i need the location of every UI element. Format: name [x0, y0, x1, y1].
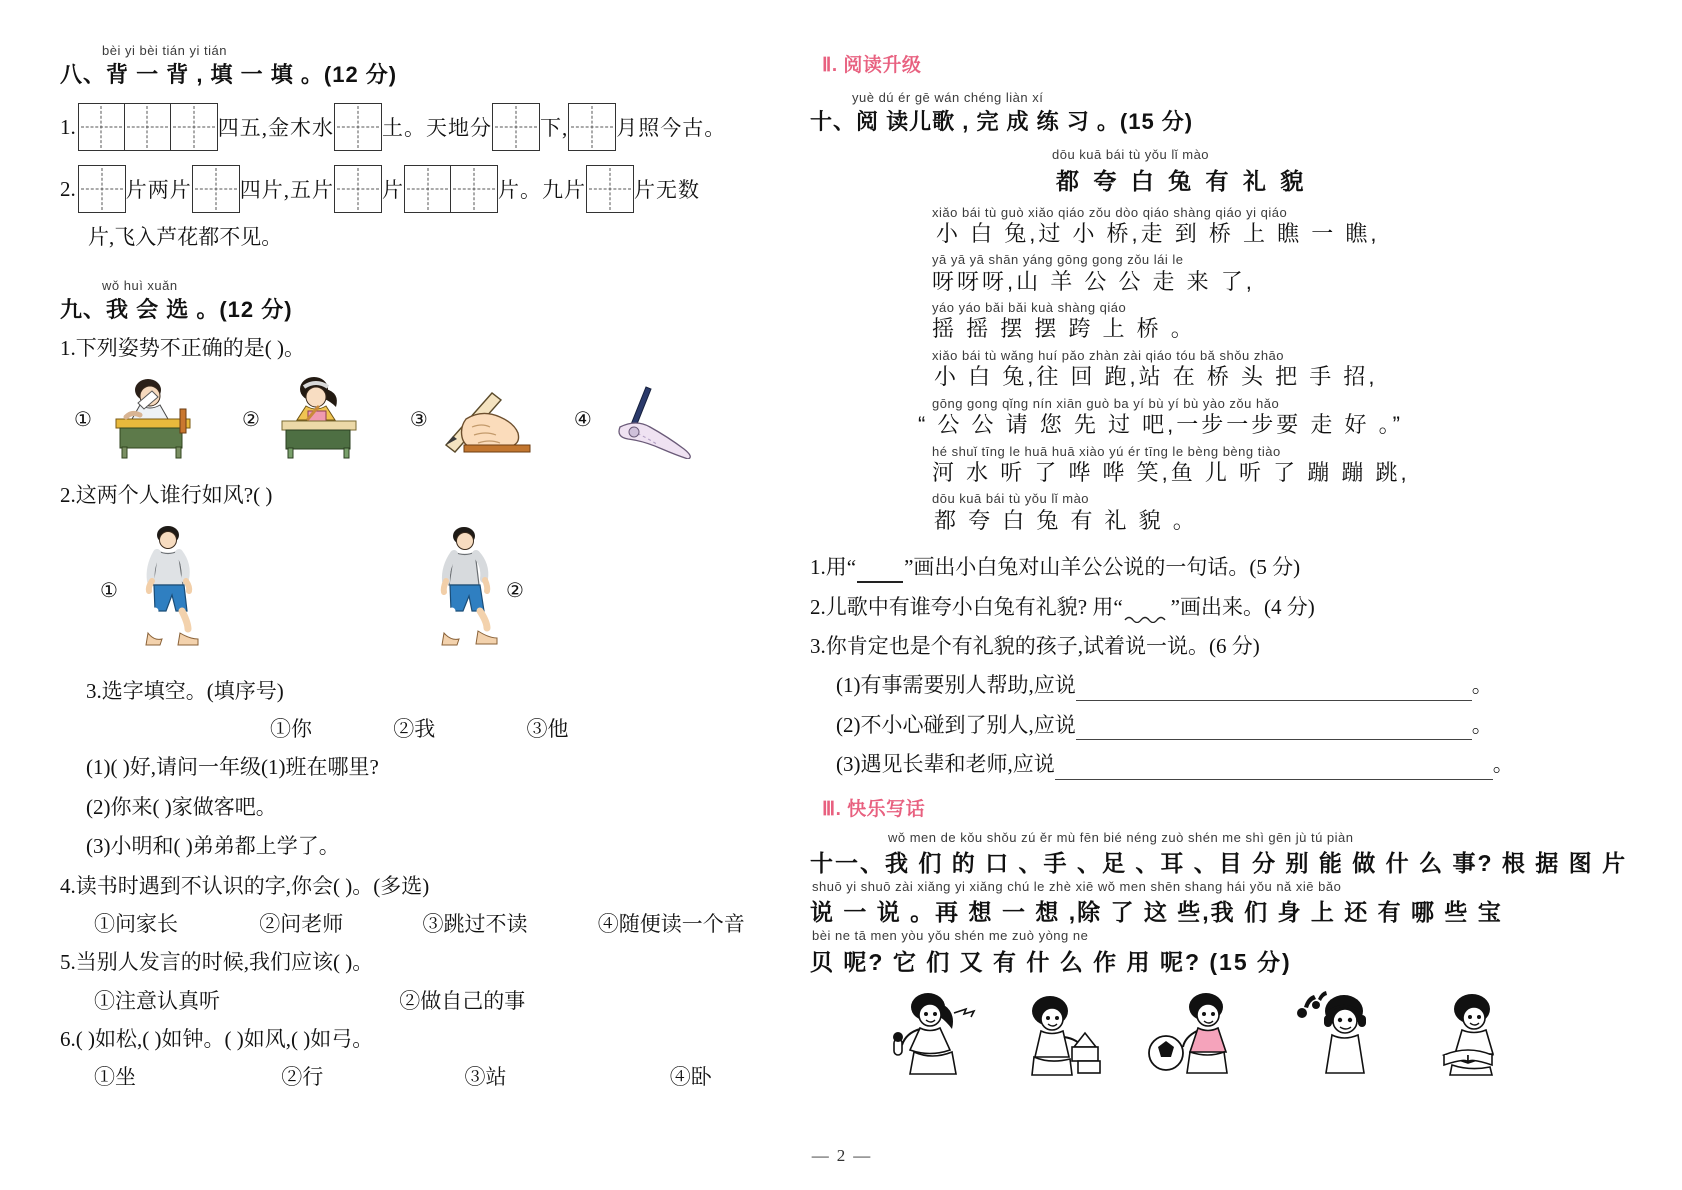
choice-9-6-1[interactable]: ①坐 [94, 1064, 136, 1089]
tianzige-1a[interactable] [334, 103, 382, 151]
section-eight [60, 44, 780, 253]
question-9-5: 5.当别人发言的时候,我们应该( )。 [60, 950, 374, 975]
boy-reading-at-desk-icon [96, 375, 208, 464]
person-walking-upright-icon [130, 523, 208, 658]
page-number: 2 [836, 1146, 846, 1165]
fill-row-2-text-a: 片两片 [125, 178, 192, 203]
left-column [60, 0, 780, 1091]
tianzige-2c[interactable] [334, 165, 382, 213]
section-eight-tail: 片,飞入芦花都不见。 [88, 225, 283, 250]
tianzige-2d[interactable] [404, 165, 498, 213]
tianzige-3[interactable] [78, 103, 218, 151]
poem-line-1-pinyin: xiǎo bái tù guò xiǎo qiáo zǒu dòo qiáo shàng qiáo yi qiáo [932, 204, 1288, 220]
fill-row-1 [60, 103, 780, 151]
question-9-5-choices [94, 985, 780, 1015]
hand-holding-pen-wrong-icon [596, 375, 708, 464]
choice-9-3-3[interactable]: ③他 [526, 717, 569, 742]
poem-title-block [1050, 148, 1620, 195]
fill-row-2-text-e: 片无数 [634, 178, 700, 203]
fill-row-1-text-c: 下, [540, 116, 569, 141]
section-eight-heading: 八、背 一 背 , 填 一 填 。(12 分) [60, 62, 398, 88]
section-eleven-line-2 [810, 880, 1620, 927]
fill-row-2 [60, 165, 780, 213]
reading-question-2-suffix: ”画出来。(4 分) [1170, 594, 1315, 619]
poem-line-4-pinyin: xiǎo bái tù wǎng huí pǎo zhàn zài qiáo tóu bǎ shǒu zhāo [932, 347, 1285, 363]
section-eight-pinyin: bèi yi bèi tián yi tián [102, 43, 227, 58]
sub-2-period: 。 [1471, 712, 1493, 737]
choice-9-6-4[interactable]: ④卧 [669, 1064, 712, 1089]
straight-underline-mark [857, 567, 903, 583]
fill-row-2-text-b: 四片,五片 [239, 178, 334, 203]
question-9-3-sub-1: (1)( )好,请问一年级(1)班在哪里? [86, 755, 379, 780]
reading-question-3-sub-1 [836, 670, 1620, 700]
boy-building-blocks-icon [1012, 991, 1116, 1082]
figure-walk-1 [100, 523, 208, 658]
figure-option-2 [242, 375, 376, 464]
section-eleven-line-3-text: 贝 呢? 它 们 又 有 什 么 作 用 呢? (15 分) [810, 948, 1292, 975]
question-9-1-figures [74, 375, 780, 464]
question-9-2-figures [100, 523, 780, 658]
reading-question-1-suffix: ”画出小白兔对山羊公公说的一句话。(5 分) [904, 555, 1301, 580]
choice-9-3-2[interactable]: ②我 [393, 717, 436, 742]
reading-question-3-sub-2 [836, 710, 1620, 740]
fill-row-1-text-a: 四五,金木水 [217, 116, 334, 141]
tianzige-2a[interactable] [78, 165, 126, 213]
choice-9-5-1[interactable]: ①注意认真听 [94, 988, 220, 1013]
choice-9-5-2[interactable]: ②做自己的事 [399, 988, 526, 1013]
poem-line-2-text: 呀呀呀,山 羊 公 公 走 来 了, [932, 268, 1255, 294]
question-9-3-sub-3: (3)小明和( )弟弟都上学了。 [86, 834, 340, 859]
question-9-3: 3.选字填空。(填序号) [86, 678, 284, 703]
poem-line-7-text: 都 夸 白 兔 有 礼 貌 。 [934, 507, 1198, 533]
reading-question-2 [810, 592, 1620, 622]
choice-9-4-3[interactable]: ③跳过不读 [422, 912, 528, 937]
walk-marker-2: ② [505, 579, 524, 602]
part-two-label: Ⅱ. 阅读升级 [822, 55, 922, 76]
poem-line-4-text: 小 白 兔,往 回 跑,站 在 桥 头 把 手 招, [934, 364, 1378, 390]
option-marker-2: ② [241, 409, 260, 432]
poem-line-5-text: “ 公 公 请 您 先 过 吧,一步一步要 走 好 。” [918, 412, 1403, 438]
section-eleven-line-3-pinyin: bèi ne tā men yòu yǒu shén me zuò yòng ne [812, 928, 1089, 944]
answer-line-2[interactable] [1076, 723, 1472, 740]
choice-9-6-2[interactable]: ②行 [281, 1064, 324, 1089]
girl-listening-to-music-icon [1282, 991, 1388, 1082]
sub-2-label: (2)不小心碰到了别人,应说 [836, 712, 1076, 737]
poem-line-5-pinyin: gōng gong qǐng nín xiān guò ba yí bù yí bù yào zǒu hǎo [932, 395, 1280, 411]
section-eleven-line-3 [810, 929, 1620, 976]
poem-line-6-text: 河 水 听 了 哗 哗 笑,鱼 儿 听 了 蹦 蹦 跳, [932, 459, 1410, 485]
fill-row-2-number: 2. [60, 176, 76, 201]
section-eleven-line-2-pinyin: shuō yi shuō zài xiǎng yi xiǎng chú le zhè xiē wǒ men shēn shang hái yǒu nǎ xiē bǎo [812, 879, 1342, 895]
boy-reading-book-icon [1416, 991, 1520, 1082]
sub-3-label: (3)遇见长辈和老师,应说 [836, 752, 1055, 777]
person-walking-slouched-icon [428, 523, 506, 658]
poem-line-6-pinyin: hé shuǐ tīng le huā huā xiào yú ér tīng le bèng bèng tiào [932, 443, 1281, 459]
answer-line-3[interactable] [1055, 763, 1493, 780]
question-9-2: 2.这两个人谁行如风?( ) [60, 483, 273, 508]
section-ten [810, 91, 1620, 780]
answer-line-1[interactable] [1076, 684, 1472, 701]
poem-line-4 [930, 349, 1620, 391]
reading-question-3-sub-3 [836, 749, 1620, 779]
section-eleven-line-2-text: 说 一 说 。再 想 一 想 ,除 了 这 些,我 们 身 上 还 有 哪 些 宝 [810, 899, 1503, 926]
poem-line-1 [930, 206, 1620, 248]
section-nine-pinyin: wǒ huì xuǎn [102, 277, 178, 293]
part-three-label: Ⅲ. 快乐写话 [822, 798, 926, 820]
fill-row-2-text-c: 片 [382, 178, 404, 203]
poem-line-1-text: 小 白 兔,过 小 桥,走 到 桥 上 瞧 一 瞧, [936, 220, 1380, 246]
section-eleven-line-1-pinyin: wǒ men de kǒu shǒu zú ěr mù fēn bié néng zuò shén me shì gēn jù tú piàn [888, 829, 1354, 845]
poem [810, 148, 1620, 534]
sub-1-period: 。 [1471, 673, 1493, 698]
fill-row-1-text-b: 土。天地分 [382, 116, 492, 141]
choice-9-4-1[interactable]: ①问家长 [94, 912, 178, 937]
figure-option-4 [574, 375, 708, 464]
section-eleven [810, 829, 1628, 1082]
question-9-4: 4.读书时遇到不认识的字,你会( )。(多选) [60, 873, 430, 898]
fill-row-2-text-d: 片。九片 [498, 178, 586, 203]
choice-9-3-1[interactable]: ①你 [270, 717, 312, 742]
right-column [810, 0, 1628, 1082]
reading-question-1 [810, 552, 1620, 582]
section-nine [60, 279, 780, 1091]
option-marker-3: ③ [409, 409, 428, 432]
question-9-1: 1.下列姿势不正确的是( )。 [60, 336, 305, 361]
wavy-underline-mark [1124, 608, 1170, 622]
tianzige-1c[interactable] [568, 103, 616, 151]
sub-1-label: (1)有事需要别人帮助,应说 [836, 673, 1076, 698]
reading-question-3: 3.你肯定也是个有礼貌的孩子,试着说一说。(6 分) [810, 634, 1260, 659]
section-eleven-figures [880, 991, 1620, 1082]
question-9-3-choices [270, 713, 780, 743]
question-9-4-choices [94, 908, 780, 938]
section-eleven-line-1-text: 十一、我 们 的 口 、手 、足 、耳 、目 分 别 能 做 什 么 事? 根 据 图 片 [810, 850, 1628, 877]
hand-holding-pencil-icon [432, 375, 540, 464]
sub-3-period: 。 [1492, 752, 1514, 777]
poem-line-5 [918, 397, 1620, 439]
option-marker-4: ④ [573, 409, 592, 432]
section-eleven-line-1 [810, 829, 1628, 878]
footer-dash-left: — [811, 1146, 829, 1165]
figure-walk-2 [428, 523, 536, 658]
question-9-6: 6.( )如松,( )如钟。( )如风,( )如弓。 [60, 1026, 374, 1051]
page-footer [0, 1146, 1682, 1166]
figure-option-1 [74, 375, 208, 464]
walk-marker-1: ① [100, 579, 118, 602]
poem-line-2-pinyin: yā yā yā shān yáng gōng gong zǒu lái le [932, 252, 1184, 268]
fill-row-1-number: 1. [60, 114, 76, 139]
figure-option-3 [410, 375, 540, 464]
poem-line-6 [930, 445, 1620, 487]
choice-9-4-2[interactable]: ②问老师 [259, 912, 344, 937]
boy-playing-soccer-icon [1144, 991, 1254, 1082]
question-9-3-sub-2: (2)你来( )家做客吧。 [86, 794, 277, 819]
girl-writing-at-desk-icon [264, 375, 376, 464]
choice-9-6-3[interactable]: ③站 [464, 1064, 507, 1089]
girl-singing-with-microphone-icon [880, 991, 984, 1082]
option-marker-1: ① [74, 409, 92, 432]
poem-title: 都 夸 白 兔 有 礼 貌 [1056, 167, 1308, 194]
poem-line-3-text: 摇 摇 摆 摆 跨 上 桥 。 [932, 316, 1196, 342]
poem-line-7-pinyin: dōu kuā bái tù yǒu lǐ mào [932, 491, 1090, 507]
choice-9-4-4[interactable]: ④随便读一个音 [597, 912, 745, 937]
reading-question-2-prefix: 2.儿歌中有谁夸小白兔有礼貌? 用“ [810, 594, 1123, 619]
section-ten-heading: 十、阅 读儿歌 , 完 成 练 习 。(15 分) [810, 109, 1194, 135]
reading-question-1-prefix: 1.用“ [810, 555, 857, 580]
poem-line-2 [930, 253, 1620, 295]
fill-row-1-text-d: 月照今古。 [616, 116, 727, 141]
poem-title-pinyin: dōu kuā bái tù yǒu lǐ mào [1052, 147, 1210, 163]
tianzige-2e[interactable] [586, 165, 634, 213]
tianzige-1b[interactable] [492, 103, 540, 151]
poem-line-3-pinyin: yáo yáo bǎi bǎi kuà shàng qiáo [932, 300, 1127, 316]
section-nine-heading: 九、我 会 选 。(12 分) [60, 297, 293, 323]
section-ten-pinyin: yuè dú ér gē wán chéng liàn xí [852, 90, 1044, 105]
poem-line-7 [930, 492, 1620, 534]
question-9-6-choices [94, 1061, 780, 1091]
footer-dash-right: — [853, 1146, 871, 1165]
tianzige-2b[interactable] [192, 165, 240, 213]
poem-line-3 [930, 301, 1620, 343]
